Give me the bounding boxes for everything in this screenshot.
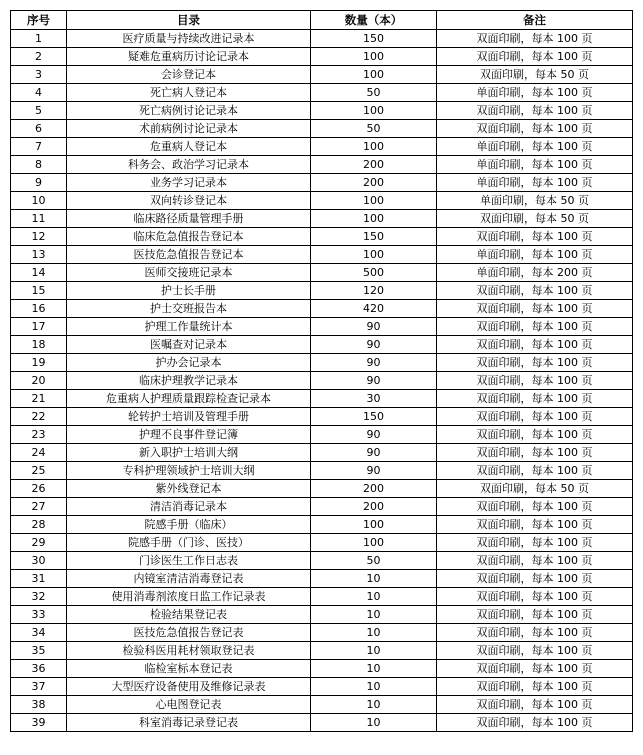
- cell-remarks: 单面印刷，每本 50 页: [437, 192, 633, 210]
- cell-remarks: 单面印刷，每本 100 页: [437, 174, 633, 192]
- cell-quantity: 150: [311, 408, 437, 426]
- table-row: [11, 696, 633, 714]
- cell-quantity: 90: [311, 462, 437, 480]
- cell-serial-number: 28: [11, 516, 67, 534]
- cell-catalog: 医技危急值报告登记本: [67, 246, 311, 264]
- table-header-row: [11, 11, 633, 30]
- table-row: [11, 480, 633, 498]
- cell-remarks: 双面印刷，每本 100 页: [437, 588, 633, 606]
- cell-serial-number: 33: [11, 606, 67, 624]
- table-row: [11, 246, 633, 264]
- cell-catalog: 专科护理领域护士培训大纲: [67, 462, 311, 480]
- cell-quantity: 90: [311, 336, 437, 354]
- cell-quantity: 90: [311, 426, 437, 444]
- cell-serial-number: 26: [11, 480, 67, 498]
- cell-remarks: 双面印刷，每本 100 页: [437, 228, 633, 246]
- cell-catalog: 护理工作量统计本: [67, 318, 311, 336]
- cell-remarks: 双面印刷，每本 100 页: [437, 30, 633, 48]
- cell-quantity: 10: [311, 678, 437, 696]
- table-row: [11, 588, 633, 606]
- cell-catalog: 双向转诊登记本: [67, 192, 311, 210]
- cell-catalog: 会诊登记本: [67, 66, 311, 84]
- cell-remarks: 双面印刷，每本 100 页: [437, 426, 633, 444]
- cell-catalog: 心电图登记表: [67, 696, 311, 714]
- cell-remarks: 双面印刷，每本 100 页: [437, 696, 633, 714]
- table-row: [11, 678, 633, 696]
- cell-serial-number: 2: [11, 48, 67, 66]
- cell-catalog: 死亡病例讨论记录本: [67, 102, 311, 120]
- table-row: [11, 516, 633, 534]
- cell-quantity: 50: [311, 120, 437, 138]
- cell-serial-number: 10: [11, 192, 67, 210]
- cell-catalog: 危重病人登记本: [67, 138, 311, 156]
- cell-serial-number: 30: [11, 552, 67, 570]
- cell-remarks: 双面印刷，每本 100 页: [437, 408, 633, 426]
- table-row: [11, 282, 633, 300]
- cell-serial-number: 34: [11, 624, 67, 642]
- cell-quantity: 10: [311, 588, 437, 606]
- cell-serial-number: 1: [11, 30, 67, 48]
- cell-quantity: 200: [311, 498, 437, 516]
- cell-quantity: 10: [311, 570, 437, 588]
- cell-remarks: 双面印刷，每本 100 页: [437, 714, 633, 732]
- cell-remarks: 双面印刷，每本 100 页: [437, 390, 633, 408]
- cell-quantity: 120: [311, 282, 437, 300]
- cell-serial-number: 13: [11, 246, 67, 264]
- table-row: [11, 714, 633, 732]
- table-row: [11, 300, 633, 318]
- cell-serial-number: 12: [11, 228, 67, 246]
- cell-catalog: 检验科医用耗材领取登记表: [67, 642, 311, 660]
- cell-quantity: 100: [311, 192, 437, 210]
- cell-quantity: 90: [311, 354, 437, 372]
- cell-catalog: 检验结果登记表: [67, 606, 311, 624]
- cell-remarks: 双面印刷，每本 100 页: [437, 120, 633, 138]
- cell-serial-number: 17: [11, 318, 67, 336]
- cell-remarks: 双面印刷，每本 100 页: [437, 48, 633, 66]
- cell-serial-number: 20: [11, 372, 67, 390]
- table-row: [11, 372, 633, 390]
- cell-remarks: 双面印刷，每本 100 页: [437, 318, 633, 336]
- cell-serial-number: 4: [11, 84, 67, 102]
- cell-catalog: 门诊医生工作日志表: [67, 552, 311, 570]
- cell-remarks: 双面印刷，每本 100 页: [437, 516, 633, 534]
- table-row: [11, 102, 633, 120]
- cell-remarks: 双面印刷，每本 100 页: [437, 300, 633, 318]
- cell-remarks: 双面印刷，每本 100 页: [437, 372, 633, 390]
- cell-serial-number: 5: [11, 102, 67, 120]
- table-row: [11, 120, 633, 138]
- cell-remarks: 双面印刷，每本 100 页: [437, 534, 633, 552]
- cell-catalog: 临床路径质量管理手册: [67, 210, 311, 228]
- cell-quantity: 50: [311, 552, 437, 570]
- table-row: [11, 408, 633, 426]
- cell-quantity: 420: [311, 300, 437, 318]
- cell-catalog: 大型医疗设备使用及维修记录表: [67, 678, 311, 696]
- cell-quantity: 150: [311, 30, 437, 48]
- cell-remarks: 双面印刷，每本 100 页: [437, 498, 633, 516]
- cell-quantity: 10: [311, 642, 437, 660]
- table-row: [11, 30, 633, 48]
- cell-remarks: 双面印刷，每本 100 页: [437, 606, 633, 624]
- cell-catalog: 护理不良事件登记簿: [67, 426, 311, 444]
- cell-catalog: 紫外线登记本: [67, 480, 311, 498]
- table-row: [11, 174, 633, 192]
- cell-serial-number: 24: [11, 444, 67, 462]
- cell-serial-number: 16: [11, 300, 67, 318]
- cell-remarks: 双面印刷，每本 100 页: [437, 354, 633, 372]
- cell-remarks: 双面印刷，每本 100 页: [437, 462, 633, 480]
- header-catalog: 目录: [67, 11, 311, 30]
- cell-catalog: 内镜室清洁消毒登记表: [67, 570, 311, 588]
- cell-remarks: 单面印刷，每本 100 页: [437, 138, 633, 156]
- cell-catalog: 临床护理教学记录本: [67, 372, 311, 390]
- cell-serial-number: 6: [11, 120, 67, 138]
- cell-quantity: 10: [311, 606, 437, 624]
- cell-serial-number: 11: [11, 210, 67, 228]
- cell-catalog: 院感手册（临床）: [67, 516, 311, 534]
- cell-quantity: 10: [311, 714, 437, 732]
- cell-catalog: 新入职护士培训大纲: [67, 444, 311, 462]
- record-books-table: [10, 10, 633, 732]
- table-row: [11, 48, 633, 66]
- cell-remarks: 单面印刷，每本 100 页: [437, 246, 633, 264]
- cell-remarks: 双面印刷，每本 100 页: [437, 642, 633, 660]
- table-row: [11, 354, 633, 372]
- table-row: [11, 264, 633, 282]
- header-remarks: 备注: [437, 11, 633, 30]
- table-row: [11, 138, 633, 156]
- cell-catalog: 临检室标本登记表: [67, 660, 311, 678]
- cell-catalog: 院感手册（门诊、医技）: [67, 534, 311, 552]
- table-row: [11, 426, 633, 444]
- cell-quantity: 50: [311, 84, 437, 102]
- table-row: [11, 84, 633, 102]
- table-row: [11, 336, 633, 354]
- cell-remarks: 单面印刷，每本 100 页: [437, 156, 633, 174]
- cell-quantity: 200: [311, 174, 437, 192]
- cell-serial-number: 22: [11, 408, 67, 426]
- cell-quantity: 500: [311, 264, 437, 282]
- cell-serial-number: 25: [11, 462, 67, 480]
- cell-serial-number: 35: [11, 642, 67, 660]
- cell-serial-number: 14: [11, 264, 67, 282]
- table-row: [11, 660, 633, 678]
- cell-serial-number: 21: [11, 390, 67, 408]
- cell-quantity: 90: [311, 318, 437, 336]
- cell-serial-number: 36: [11, 660, 67, 678]
- cell-quantity: 100: [311, 66, 437, 84]
- cell-serial-number: 37: [11, 678, 67, 696]
- cell-quantity: 100: [311, 102, 437, 120]
- cell-serial-number: 8: [11, 156, 67, 174]
- cell-quantity: 100: [311, 246, 437, 264]
- table-row: [11, 156, 633, 174]
- cell-remarks: 双面印刷，每本 100 页: [437, 660, 633, 678]
- cell-remarks: 双面印刷，每本 50 页: [437, 66, 633, 84]
- table-row: [11, 192, 633, 210]
- cell-remarks: 双面印刷，每本 100 页: [437, 624, 633, 642]
- cell-remarks: 双面印刷，每本 100 页: [437, 552, 633, 570]
- table-row: [11, 606, 633, 624]
- cell-serial-number: 31: [11, 570, 67, 588]
- table-row: [11, 624, 633, 642]
- cell-serial-number: 29: [11, 534, 67, 552]
- cell-remarks: 单面印刷，每本 100 页: [437, 84, 633, 102]
- cell-catalog: 使用消毒剂浓度日监工作记录表: [67, 588, 311, 606]
- table-row: [11, 642, 633, 660]
- table-row: [11, 390, 633, 408]
- cell-catalog: 护士长手册: [67, 282, 311, 300]
- cell-quantity: 90: [311, 444, 437, 462]
- cell-serial-number: 19: [11, 354, 67, 372]
- cell-remarks: 双面印刷，每本 100 页: [437, 282, 633, 300]
- cell-remarks: 双面印刷，每本 100 页: [437, 444, 633, 462]
- cell-catalog: 科务会、政治学习记录本: [67, 156, 311, 174]
- cell-quantity: 100: [311, 138, 437, 156]
- table-row: [11, 318, 633, 336]
- cell-catalog: 清洁消毒记录本: [67, 498, 311, 516]
- table-row: [11, 570, 633, 588]
- cell-serial-number: 38: [11, 696, 67, 714]
- cell-catalog: 危重病人护理质量跟踪检查记录本: [67, 390, 311, 408]
- table-row: [11, 444, 633, 462]
- cell-quantity: 10: [311, 624, 437, 642]
- cell-catalog: 轮转护士培训及管理手册: [67, 408, 311, 426]
- cell-serial-number: 27: [11, 498, 67, 516]
- cell-quantity: 100: [311, 516, 437, 534]
- cell-quantity: 100: [311, 534, 437, 552]
- cell-quantity: 90: [311, 372, 437, 390]
- table-row: [11, 552, 633, 570]
- cell-remarks: 双面印刷，每本 100 页: [437, 336, 633, 354]
- cell-quantity: 200: [311, 480, 437, 498]
- cell-catalog: 疑难危重病历讨论记录本: [67, 48, 311, 66]
- cell-serial-number: 18: [11, 336, 67, 354]
- header-serial-number: 序号: [11, 11, 67, 30]
- cell-remarks: 双面印刷，每本 50 页: [437, 210, 633, 228]
- cell-remarks: 双面印刷，每本 100 页: [437, 570, 633, 588]
- cell-serial-number: 23: [11, 426, 67, 444]
- cell-quantity: 200: [311, 156, 437, 174]
- cell-remarks: 双面印刷，每本 100 页: [437, 102, 633, 120]
- cell-quantity: 10: [311, 660, 437, 678]
- cell-catalog: 临床危急值报告登记本: [67, 228, 311, 246]
- cell-catalog: 业务学习记录本: [67, 174, 311, 192]
- cell-quantity: 10: [311, 696, 437, 714]
- cell-catalog: 医疗质量与持续改进记录本: [67, 30, 311, 48]
- cell-catalog: 术前病例讨论记录本: [67, 120, 311, 138]
- cell-catalog: 护办会记录本: [67, 354, 311, 372]
- cell-catalog: 护士交班报告本: [67, 300, 311, 318]
- table-row: [11, 462, 633, 480]
- table-row: [11, 534, 633, 552]
- cell-remarks: 单面印刷，每本 200 页: [437, 264, 633, 282]
- cell-quantity: 100: [311, 48, 437, 66]
- table-row: [11, 228, 633, 246]
- table-row: [11, 66, 633, 84]
- table-row: [11, 498, 633, 516]
- table-row: [11, 210, 633, 228]
- cell-catalog: 科室消毒记录登记表: [67, 714, 311, 732]
- cell-catalog: 医技危急值报告登记表: [67, 624, 311, 642]
- cell-quantity: 150: [311, 228, 437, 246]
- cell-serial-number: 15: [11, 282, 67, 300]
- cell-serial-number: 9: [11, 174, 67, 192]
- cell-serial-number: 39: [11, 714, 67, 732]
- cell-serial-number: 7: [11, 138, 67, 156]
- cell-quantity: 100: [311, 210, 437, 228]
- cell-serial-number: 3: [11, 66, 67, 84]
- cell-catalog: 医师交接班记录本: [67, 264, 311, 282]
- cell-catalog: 医嘱查对记录本: [67, 336, 311, 354]
- cell-quantity: 30: [311, 390, 437, 408]
- header-quantity: 数量（本）: [311, 11, 437, 30]
- cell-serial-number: 32: [11, 588, 67, 606]
- cell-remarks: 双面印刷，每本 100 页: [437, 678, 633, 696]
- cell-catalog: 死亡病人登记本: [67, 84, 311, 102]
- cell-remarks: 双面印刷，每本 50 页: [437, 480, 633, 498]
